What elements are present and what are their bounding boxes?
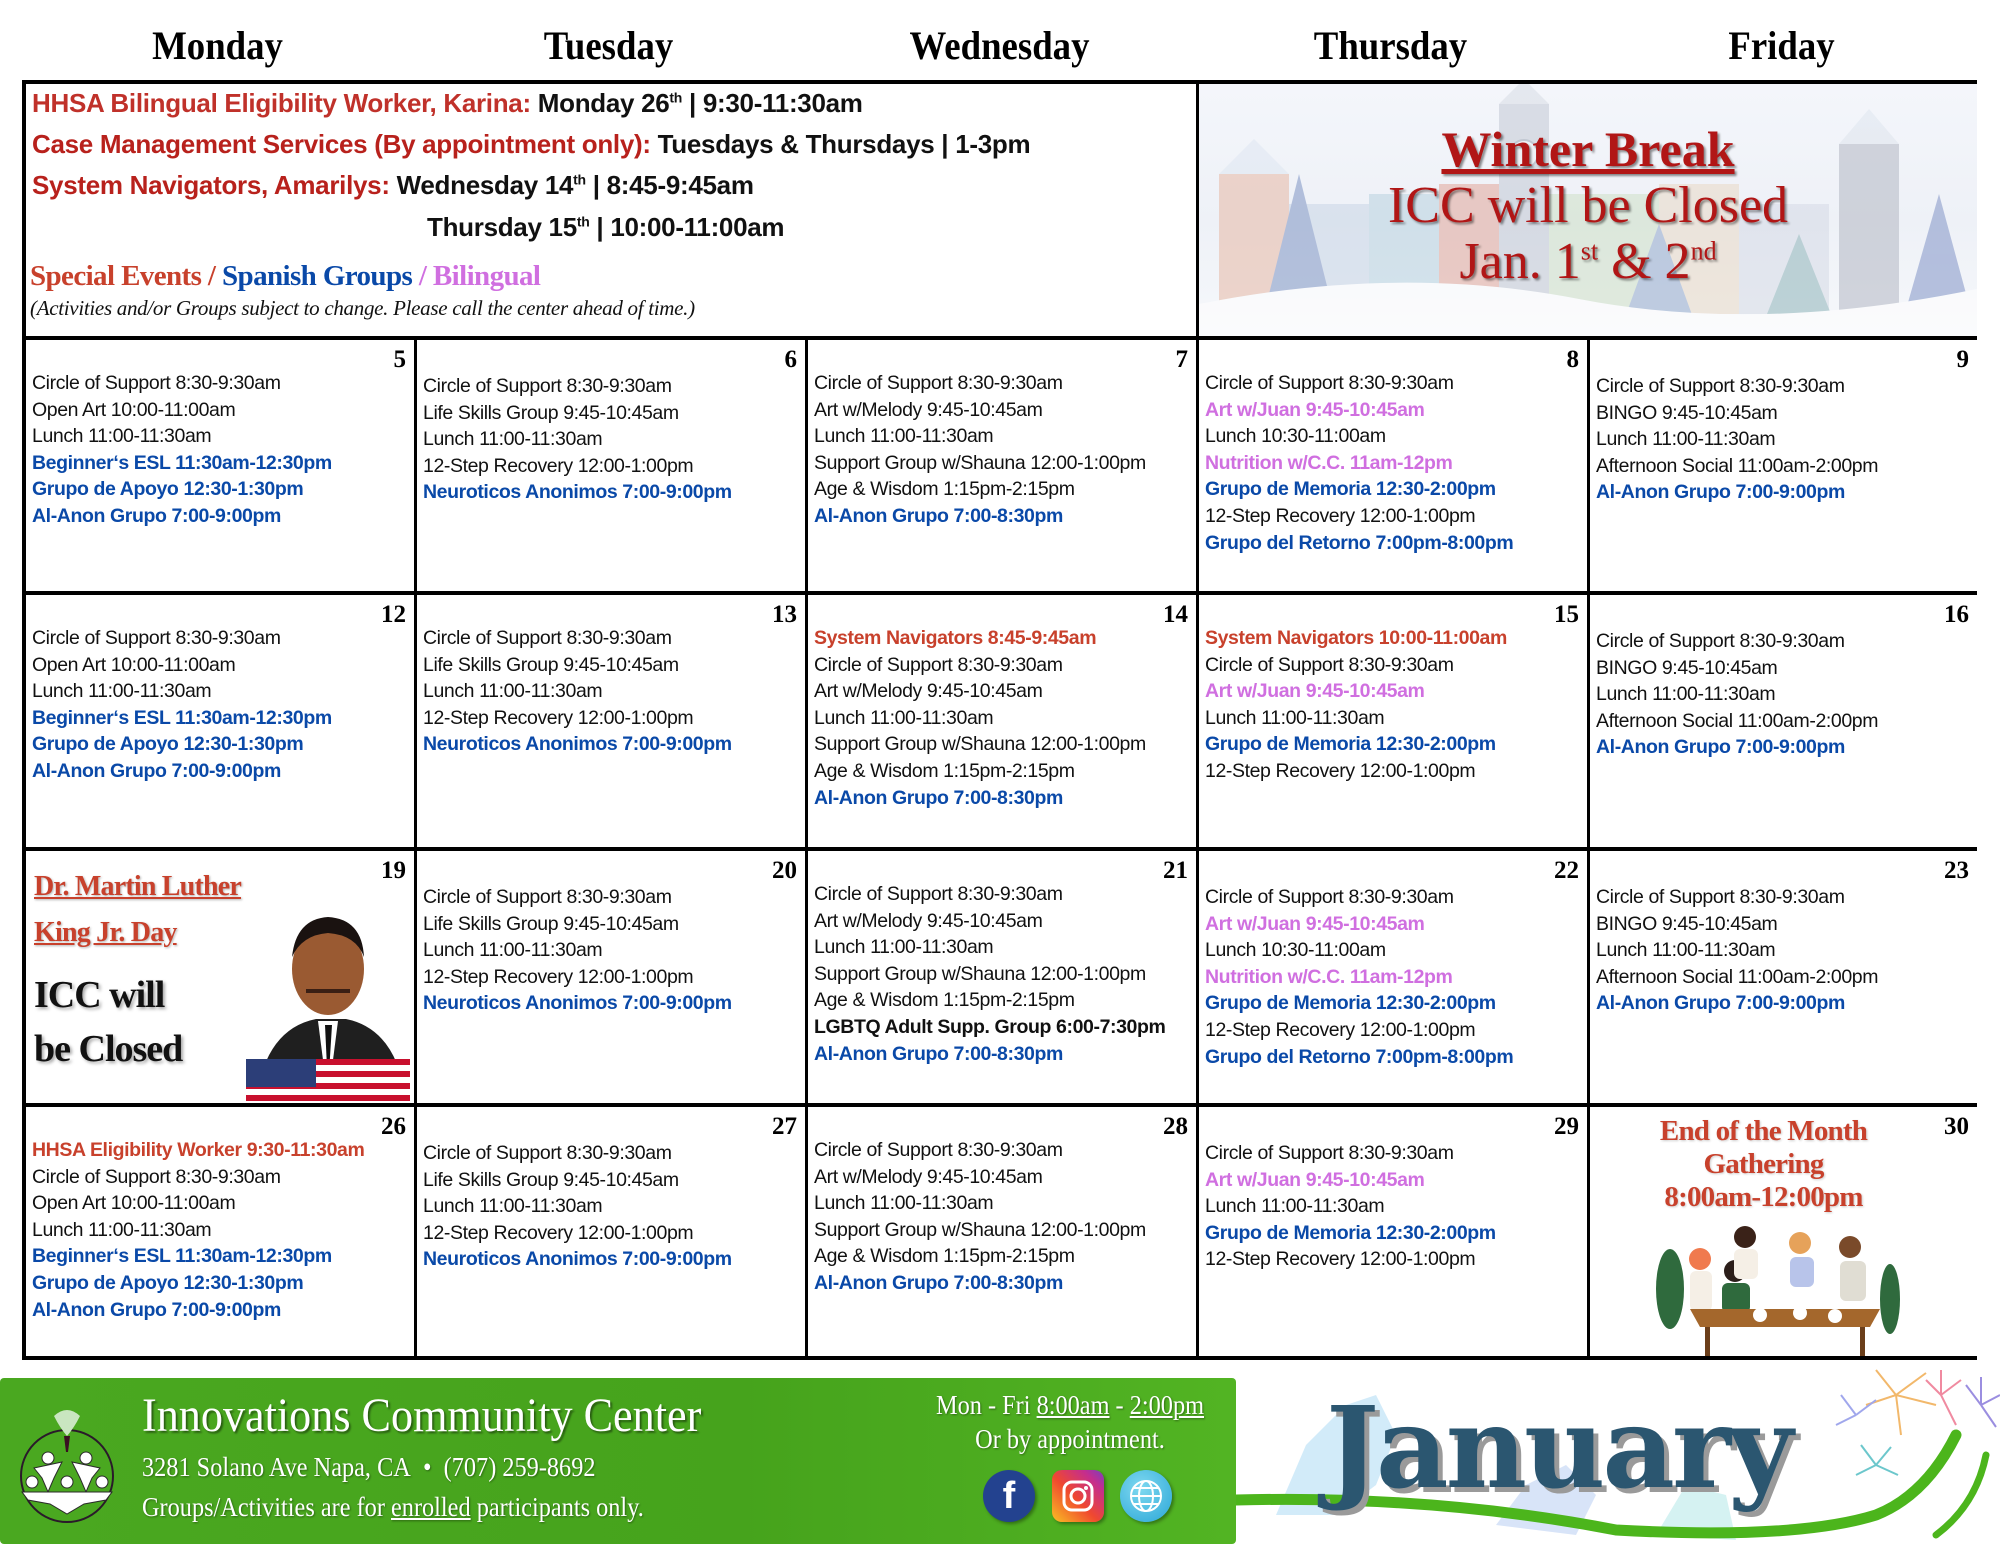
- day-cell-22: [1199, 851, 1590, 1107]
- case-management-time: Tuesdays & Thursdays | 1-3pm: [650, 129, 1031, 159]
- event-item: Support Group w/Shauna 12:00-1:00pm: [814, 451, 1146, 474]
- event-list: [1596, 628, 1973, 761]
- gathering-line2: Gathering: [1703, 1148, 1824, 1180]
- day-number: 19: [381, 857, 406, 884]
- enrollment-note: [142, 1492, 644, 1523]
- event-item: Lunch 11:00-11:30am: [814, 936, 994, 959]
- event-item: BINGO 9:45-10:45am: [1596, 656, 1778, 679]
- event-item: Circle of Support 8:30-9:30am: [1205, 372, 1454, 394]
- event-item: Support Group w/Shauna 12:00-1:00pm: [814, 962, 1146, 985]
- event-item: Art w/Melody 9:45-10:45am: [814, 680, 1043, 703]
- day-header-thursday: Thursday: [1313, 23, 1468, 68]
- eligibility-label: HHSA Bilingual Eligibility Worker, Karina:: [32, 88, 531, 118]
- day-cell-12: [26, 595, 417, 851]
- org-phone[interactable]: (707) 259-8692: [443, 1452, 596, 1482]
- event-item: Neuroticos Anonimos 7:00-9:00pm: [423, 1248, 732, 1271]
- event-item: Circle of Support 8:30-9:30am: [814, 883, 1063, 905]
- enrollment-note-post: participants only.: [470, 1492, 644, 1522]
- event-item: Al-Anon Grupo 7:00-9:00pm: [1596, 992, 1845, 1015]
- event-item: Circle of Support 8:30-9:30am: [423, 1142, 672, 1164]
- event-item: Al-Anon Grupo 7:00-9:00pm: [32, 1298, 281, 1321]
- event-list: [1205, 1140, 1583, 1273]
- event-item: Neuroticos Anonimos 7:00-9:00pm: [423, 992, 732, 1015]
- event-list: [1596, 884, 1973, 1017]
- event-item: Al-Anon Grupo 7:00-9:00pm: [32, 504, 281, 527]
- info-line-system-navigators: [32, 170, 754, 201]
- legend-special-events: Special Events /: [30, 260, 216, 292]
- month-banner: [1236, 1365, 2000, 1545]
- event-item: Circle of Support 8:30-9:30am: [32, 627, 281, 649]
- schedule-change-note: (Activities and/or Groups subject to change. Please call the center ahead of time.): [30, 296, 695, 320]
- event-item: Lunch 11:00-11:30am: [814, 706, 994, 729]
- event-item: Afternoon Social 11:00am-2:00pm: [1596, 454, 1879, 477]
- day-number: 28: [1163, 1113, 1188, 1140]
- event-list: [1205, 884, 1583, 1070]
- event-item: Lunch 11:00-11:30am: [32, 680, 212, 703]
- day-cell-29: [1199, 1107, 1590, 1356]
- event-item: Life Skills Group 9:45-10:45am: [423, 401, 679, 424]
- hours-open: 8:00am: [1036, 1390, 1110, 1420]
- event-item: Circle of Support 8:30-9:30am: [1596, 375, 1845, 397]
- event-item: Al-Anon Grupo 7:00-8:30pm: [814, 786, 1063, 809]
- eligibility-time: | 9:30-11:30am: [682, 88, 863, 118]
- winter-break-title: Winter Break: [1441, 121, 1735, 177]
- event-item: Lunch 11:00-11:30am: [423, 428, 603, 451]
- event-item: Art w/Melody 9:45-10:45am: [814, 1165, 1043, 1188]
- day-number: 15: [1554, 601, 1579, 628]
- day-number: 27: [772, 1113, 797, 1140]
- event-item: Art w/Melody 9:45-10:45am: [814, 398, 1043, 421]
- event-item: Life Skills Group 9:45-10:45am: [423, 653, 679, 676]
- day-number: 13: [772, 601, 797, 628]
- event-item: Lunch 11:00-11:30am: [1205, 706, 1385, 729]
- event-list: [814, 1137, 1192, 1297]
- date-jan-1: Jan. 1: [1459, 233, 1581, 290]
- event-list: [423, 1140, 801, 1273]
- hours-days: Mon - Fri: [935, 1390, 1037, 1420]
- event-item: 12-Step Recovery 12:00-1:00pm: [1205, 1018, 1476, 1041]
- event-item: System Navigators 8:45-9:45am: [814, 627, 1097, 649]
- day-number: 26: [381, 1113, 406, 1140]
- event-item: Open Art 10:00-11:00am: [32, 653, 236, 676]
- day-header-friday: Friday: [1728, 23, 1835, 68]
- event-item: 12-Step Recovery 12:00-1:00pm: [423, 706, 694, 729]
- event-item: Circle of Support 8:30-9:30am: [423, 886, 672, 908]
- navigators-date-1: Wednesday 14: [389, 170, 574, 200]
- event-item: Circle of Support 8:30-9:30am: [32, 372, 281, 394]
- date-2: & 2: [1598, 233, 1691, 290]
- enrollment-note-emphasis: enrolled: [391, 1492, 471, 1522]
- day-cell-27: [417, 1107, 808, 1356]
- event-item: Grupo de Memoria 12:30-2:00pm: [1205, 992, 1496, 1015]
- event-item: Age & Wisdom 1:15pm-2:15pm: [814, 1245, 1075, 1268]
- instagram-glyph: [1061, 1479, 1095, 1513]
- day-header-tuesday: Tuesday: [543, 23, 674, 68]
- event-item: 12-Step Recovery 12:00-1:00pm: [423, 965, 694, 988]
- event-item: Lunch 11:00-11:30am: [1596, 683, 1776, 706]
- gathering-title: [1590, 1115, 1937, 1214]
- event-item: Lunch 11:00-11:30am: [423, 680, 603, 703]
- event-item: 12-Step Recovery 12:00-1:00pm: [1205, 759, 1476, 782]
- day-cell-9: [1590, 340, 1977, 595]
- event-item: Lunch 11:00-11:30am: [1205, 1195, 1385, 1218]
- case-management-label: Case Management Services (By appointment only):: [32, 129, 651, 159]
- event-list: [32, 1137, 410, 1323]
- event-item: Art w/Juan 9:45-10:45am: [1205, 398, 1425, 421]
- day-cell-16: [1590, 595, 1977, 851]
- people-dining-illustration: [1650, 1219, 1910, 1356]
- event-item: Al-Anon Grupo 7:00-9:00pm: [1596, 481, 1845, 504]
- day-cell-21: [808, 851, 1199, 1107]
- holiday-title-line2: King Jr. Day: [34, 917, 177, 948]
- office-hours: [922, 1388, 1219, 1456]
- day-number: 6: [784, 346, 797, 373]
- event-item: Al-Anon Grupo 7:00-8:30pm: [814, 1042, 1063, 1065]
- day-cell-26: [26, 1107, 417, 1356]
- event-list: [1205, 370, 1583, 556]
- event-list: [814, 881, 1192, 1067]
- instagram-icon[interactable]: [1052, 1470, 1104, 1522]
- event-item: Art w/Juan 9:45-10:45am: [1205, 912, 1425, 935]
- info-box: [26, 84, 1199, 340]
- event-item: Art w/Juan 9:45-10:45am: [1205, 1168, 1425, 1191]
- event-list: [423, 625, 801, 758]
- event-item: Circle of Support 8:30-9:30am: [423, 627, 672, 649]
- event-item: Grupo de Apoyo 12:30-1:30pm: [32, 1271, 304, 1294]
- day-number: 22: [1554, 857, 1579, 884]
- event-item: Lunch 11:00-11:30am: [423, 1195, 603, 1218]
- event-item: 12-Step Recovery 12:00-1:00pm: [423, 454, 694, 477]
- navigators-date-2: Thursday 15: [427, 212, 577, 242]
- event-item: BINGO 9:45-10:45am: [1596, 401, 1778, 424]
- day-header-wednesday: Wednesday: [909, 23, 1090, 68]
- event-list: [32, 370, 410, 530]
- hours-close: 2:00pm: [1129, 1390, 1205, 1420]
- footer-banner: [0, 1378, 1236, 1544]
- event-item: Afternoon Social 11:00am-2:00pm: [1596, 709, 1879, 732]
- event-item: Grupo de Memoria 12:30-2:00pm: [1205, 733, 1496, 756]
- event-item: Lunch 10:30-11:00am: [1205, 425, 1386, 448]
- globe-glyph: [1127, 1477, 1165, 1515]
- event-item: Beginner‘s ESL 11:30am-12:30pm: [32, 1245, 332, 1268]
- event-item: Circle of Support 8:30-9:30am: [814, 653, 1063, 676]
- event-item: Circle of Support 8:30-9:30am: [32, 1165, 281, 1188]
- event-item: Age & Wisdom 1:15pm-2:15pm: [814, 989, 1075, 1012]
- day-number: 5: [393, 346, 406, 373]
- facebook-glyph: f: [1002, 1474, 1016, 1517]
- event-item: Al-Anon Grupo 7:00-8:30pm: [814, 1271, 1063, 1294]
- ordinal-suffix: th: [669, 89, 683, 106]
- event-item: Lunch 11:00-11:30am: [423, 939, 603, 962]
- event-item: Circle of Support 8:30-9:30am: [814, 372, 1063, 394]
- navigators-time-1: | 8:45-9:45am: [585, 170, 754, 200]
- day-cell-14: [808, 595, 1199, 851]
- ordinal-suffix: th: [576, 213, 590, 230]
- info-line-eligibility: [32, 88, 863, 119]
- org-address: 3281 Solano Ave Napa, CA: [142, 1452, 411, 1482]
- day-number: 21: [1163, 857, 1188, 884]
- event-item: Nutrition w/C.C. 11am-12pm: [1205, 965, 1453, 988]
- event-item: LGBTQ Adult Supp. Group 6:00-7:30pm: [814, 1015, 1166, 1038]
- event-item: 12-Step Recovery 12:00-1:00pm: [423, 1221, 694, 1244]
- day-cell-28: [808, 1107, 1199, 1356]
- event-list: [814, 625, 1192, 811]
- system-navigators-label: System Navigators, Amarilys:: [32, 170, 390, 200]
- calendar-grid: [22, 80, 1977, 1360]
- ordinal-suffix: nd: [1690, 236, 1717, 266]
- event-item: Grupo del Retorno 7:00pm-8:00pm: [1205, 531, 1514, 554]
- day-number: 9: [1956, 346, 1969, 373]
- org-name: Innovations Community Center: [142, 1389, 702, 1442]
- event-item: Grupo del Retorno 7:00pm-8:00pm: [1205, 1045, 1514, 1068]
- enrollment-note-pre: Groups/Activities are for: [142, 1492, 392, 1522]
- event-item: HHSA Eligibility Worker 9:30-11:30am: [32, 1139, 365, 1161]
- event-item: Circle of Support 8:30-9:30am: [1205, 653, 1454, 676]
- event-item: Open Art 10:00-11:00am: [32, 398, 236, 421]
- event-item: 12-Step Recovery 12:00-1:00pm: [1205, 1248, 1476, 1271]
- day-cell-15: [1199, 595, 1590, 851]
- day-cell-20: [417, 851, 808, 1107]
- day-cell-19: [26, 851, 417, 1107]
- event-item: Lunch 11:00-11:30am: [1596, 939, 1776, 962]
- event-item: Support Group w/Shauna 12:00-1:00pm: [814, 733, 1146, 756]
- event-item: Grupo de Memoria 12:30-2:00pm: [1205, 478, 1496, 501]
- event-item: Beginner‘s ESL 11:30am-12:30pm: [32, 706, 332, 729]
- day-number: 30: [1944, 1113, 1969, 1140]
- winter-break-closed: ICC will be Closed: [1387, 177, 1789, 234]
- day-number: 20: [772, 857, 797, 884]
- color-legend: [30, 260, 540, 293]
- event-item: Grupo de Apoyo 12:30-1:30pm: [32, 733, 304, 756]
- event-list: [423, 884, 801, 1017]
- legend-bilingual: / Bilingual: [412, 260, 541, 292]
- month-title: January: [1326, 1383, 1791, 1514]
- event-item: Beginner‘s ESL 11:30am-12:30pm: [32, 451, 332, 474]
- day-cell-8: [1199, 340, 1590, 595]
- event-item: Circle of Support 8:30-9:30am: [423, 375, 672, 397]
- event-item: Lunch 10:30-11:00am: [1205, 939, 1386, 962]
- event-item: BINGO 9:45-10:45am: [1596, 912, 1778, 935]
- day-number: 23: [1944, 857, 1969, 884]
- day-cell-13: [417, 595, 808, 851]
- event-item: Life Skills Group 9:45-10:45am: [423, 912, 679, 935]
- day-number: 12: [381, 601, 406, 628]
- org-contact: [142, 1452, 596, 1483]
- hours-line: [922, 1388, 1219, 1422]
- hours-separator: -: [1109, 1390, 1130, 1420]
- icc-logo-icon: [14, 1396, 120, 1526]
- event-item: Grupo de Apoyo 12:30-1:30pm: [32, 478, 304, 501]
- event-item: Al-Anon Grupo 7:00-9:00pm: [32, 759, 281, 782]
- ordinal-suffix: st: [1580, 236, 1599, 266]
- mlk-portrait-illustration: [246, 899, 410, 1103]
- event-item: Grupo de Memoria 12:30-2:00pm: [1205, 1221, 1496, 1244]
- ordinal-suffix: th: [573, 171, 586, 188]
- event-item: Circle of Support 8:30-9:30am: [1205, 1142, 1454, 1164]
- event-item: Open Art 10:00-11:00am: [32, 1192, 236, 1215]
- event-item: Art w/Melody 9:45-10:45am: [814, 909, 1043, 932]
- event-item: Al-Anon Grupo 7:00-8:30pm: [814, 504, 1063, 527]
- event-list: [423, 373, 801, 506]
- day-number: 7: [1175, 346, 1188, 373]
- event-item: Art w/Juan 9:45-10:45am: [1205, 680, 1425, 703]
- closed-notice-line2: be Closed: [34, 1028, 183, 1070]
- closed-notice-line1: ICC will: [34, 974, 165, 1016]
- event-item: Circle of Support 8:30-9:30am: [1205, 886, 1454, 908]
- event-item: Nutrition w/C.C. 11am-12pm: [1205, 451, 1453, 474]
- event-list: [32, 625, 410, 785]
- event-list: [1205, 625, 1583, 785]
- day-cell-5: [26, 340, 417, 595]
- holiday-title-line1: Dr. Martin Luther: [34, 871, 242, 902]
- event-item: Lunch 11:00-11:30am: [32, 1218, 212, 1241]
- winter-break-dates: [1199, 232, 1977, 291]
- day-number: 14: [1163, 601, 1188, 628]
- day-cell-23: [1590, 851, 1977, 1107]
- event-item: Life Skills Group 9:45-10:45am: [423, 1168, 679, 1191]
- info-line-case-management: [32, 129, 1030, 160]
- event-list: [814, 370, 1192, 530]
- winter-break-banner: [1199, 84, 1977, 340]
- event-item: Support Group w/Shauna 12:00-1:00pm: [814, 1218, 1146, 1241]
- event-item: Circle of Support 8:30-9:30am: [1596, 630, 1845, 652]
- day-cell-6: [417, 340, 808, 595]
- event-item: Lunch 11:00-11:30am: [814, 1192, 994, 1215]
- appointment-note: Or by appointment.: [975, 1424, 1165, 1454]
- day-number: 16: [1944, 601, 1969, 628]
- day-cell-30: [1590, 1107, 1977, 1356]
- website-globe-icon[interactable]: [1120, 1470, 1172, 1522]
- event-item: Neuroticos Anonimos 7:00-9:00pm: [423, 481, 732, 504]
- day-header-monday: Monday: [152, 23, 283, 68]
- event-item: Lunch 11:00-11:30am: [1596, 428, 1776, 451]
- event-list: [1596, 373, 1973, 506]
- eligibility-date: Monday 26: [530, 88, 670, 118]
- day-number: 29: [1554, 1113, 1579, 1140]
- day-number: 8: [1566, 346, 1579, 373]
- event-item: Circle of Support 8:30-9:30am: [814, 1139, 1063, 1161]
- event-item: Afternoon Social 11:00am-2:00pm: [1596, 965, 1879, 988]
- gathering-line1: End of the Month: [1659, 1115, 1868, 1147]
- event-item: Al-Anon Grupo 7:00-9:00pm: [1596, 736, 1845, 759]
- navigators-time-2: | 10:00-11:00am: [589, 212, 785, 242]
- event-item: Lunch 11:00-11:30am: [814, 425, 994, 448]
- facebook-icon[interactable]: [983, 1470, 1035, 1522]
- info-line-system-navigators-2: [427, 212, 784, 243]
- legend-spanish-groups: Spanish Groups: [215, 260, 413, 292]
- event-item: Age & Wisdom 1:15pm-2:15pm: [814, 759, 1075, 782]
- gathering-line3: 8:00am-12:00pm: [1664, 1181, 1863, 1213]
- event-item: Neuroticos Anonimos 7:00-9:00pm: [423, 733, 732, 756]
- separator-bullet: •: [422, 1452, 432, 1482]
- event-item: Lunch 11:00-11:30am: [32, 425, 212, 448]
- event-item: 12-Step Recovery 12:00-1:00pm: [1205, 504, 1476, 527]
- event-item: Age & Wisdom 1:15pm-2:15pm: [814, 478, 1075, 501]
- event-item: System Navigators 10:00-11:00am: [1205, 627, 1507, 649]
- event-item: Circle of Support 8:30-9:30am: [1596, 886, 1845, 908]
- day-cell-7: [808, 340, 1199, 595]
